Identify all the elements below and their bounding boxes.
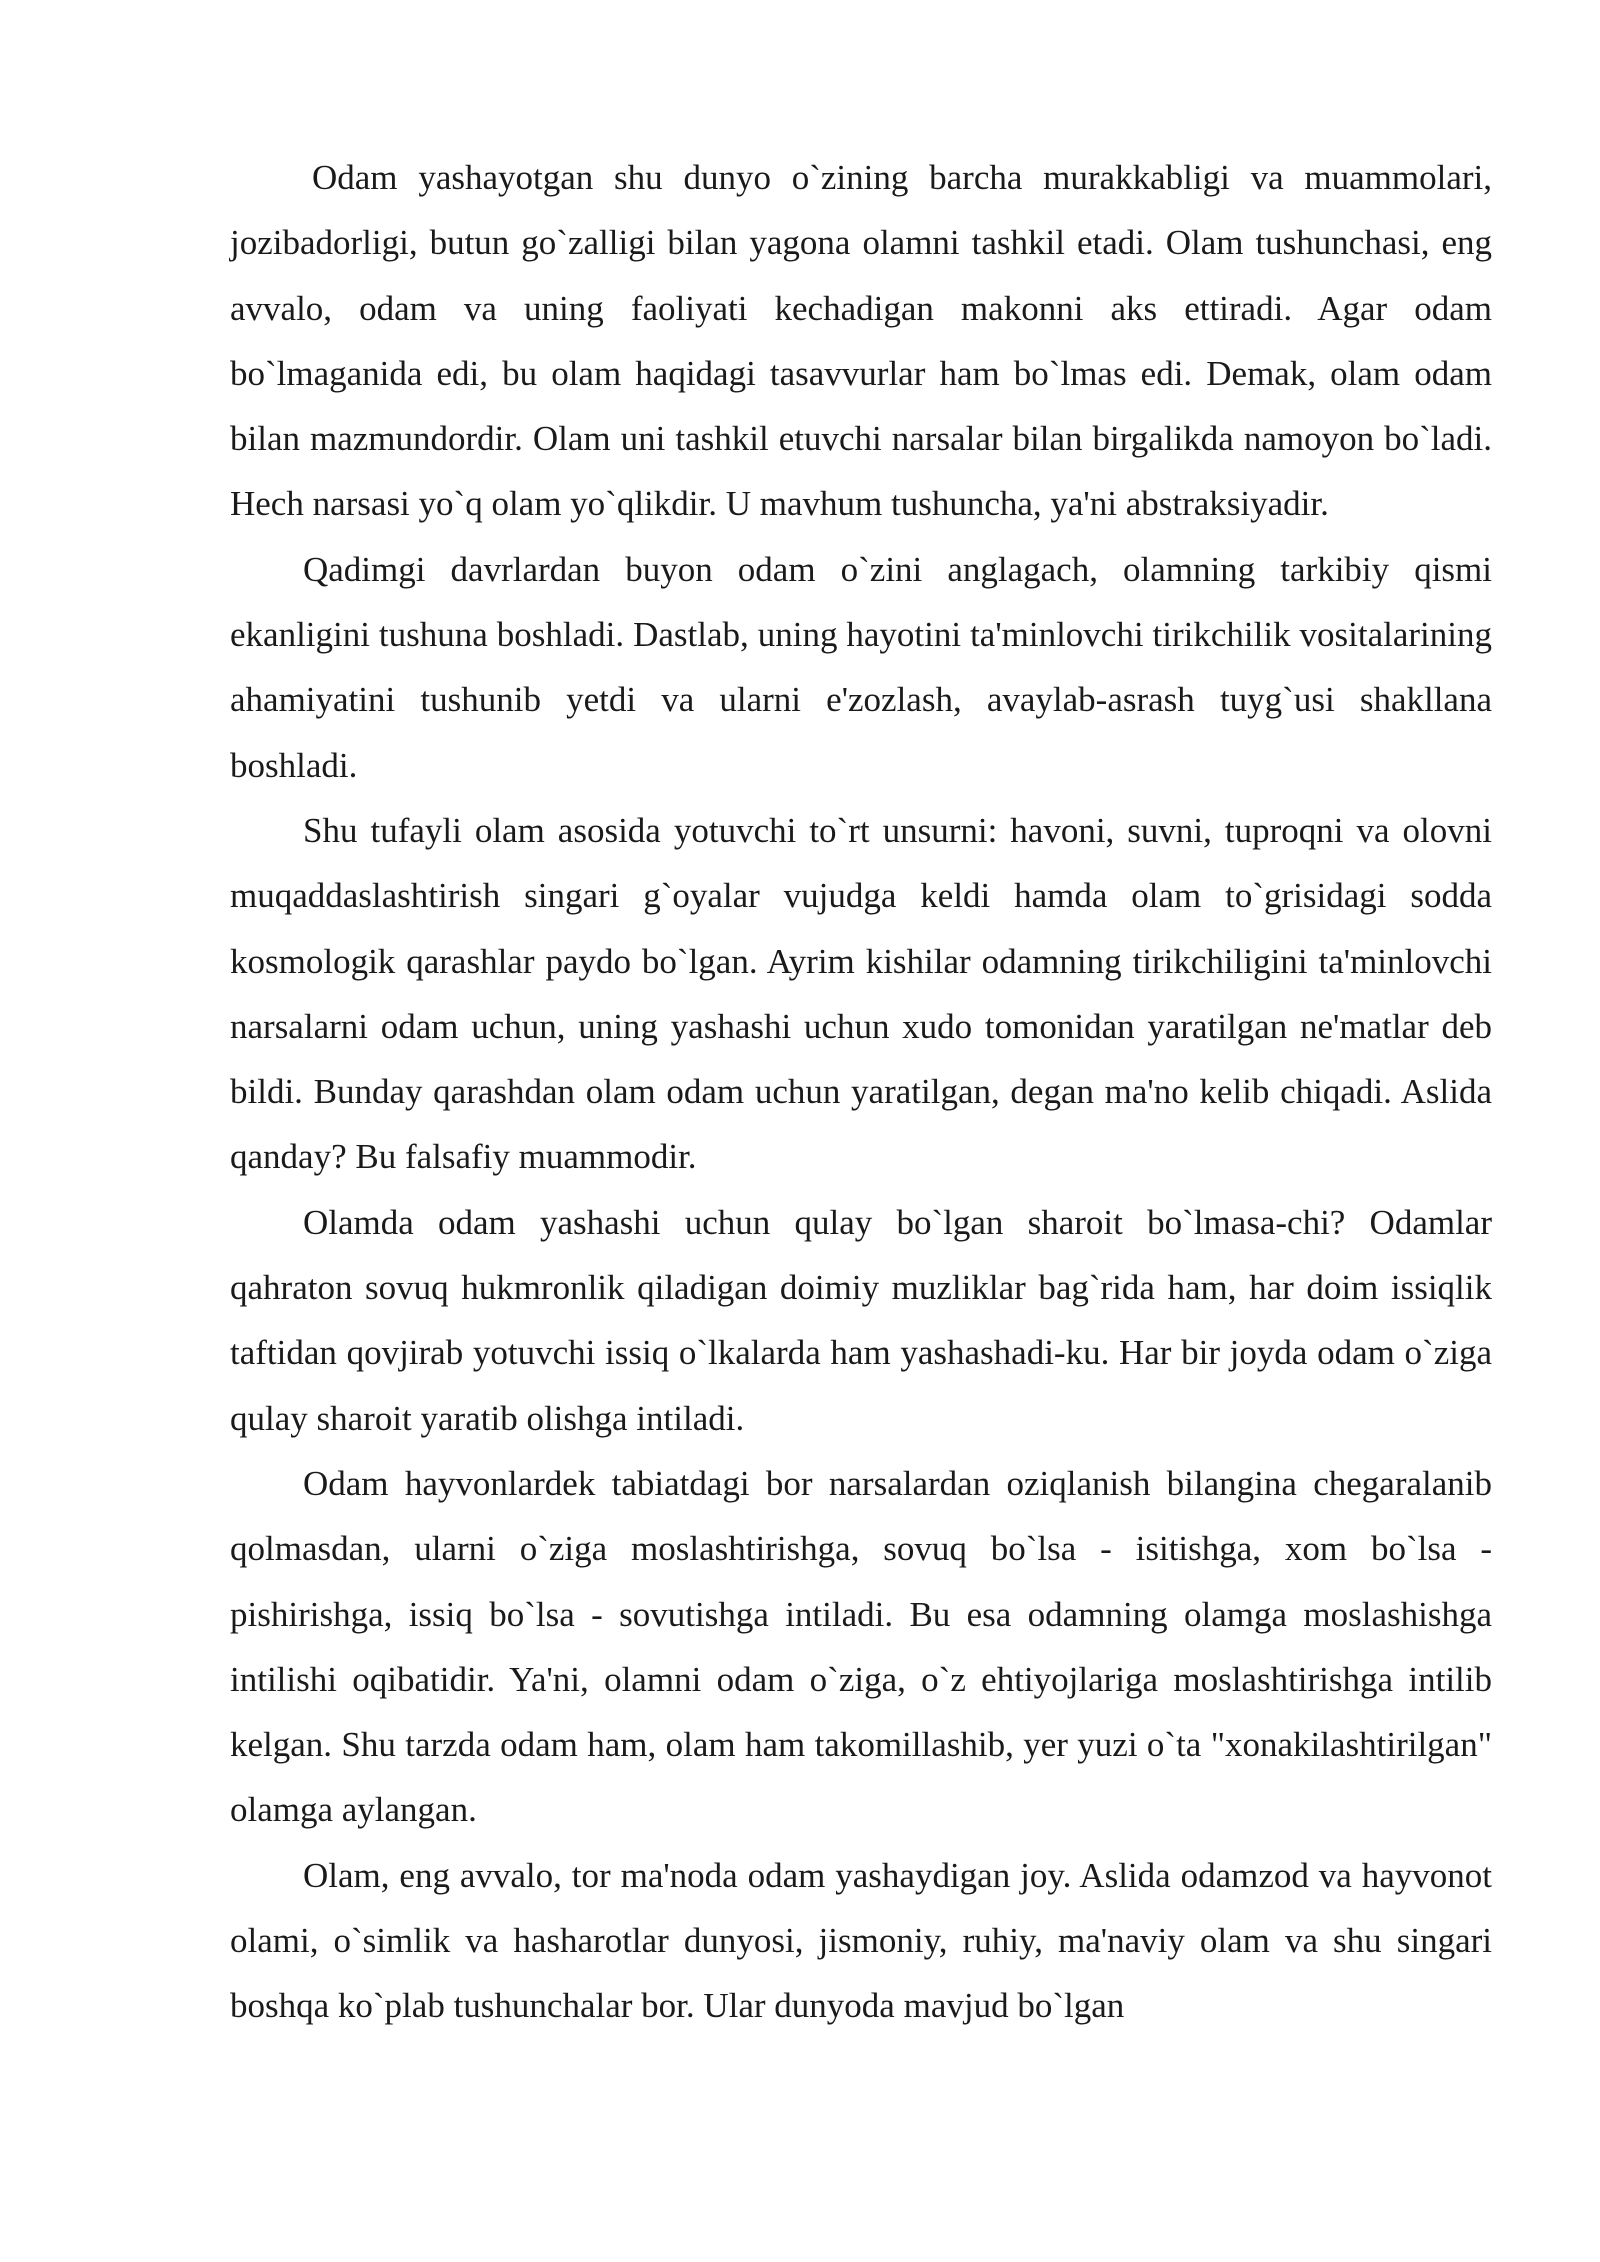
paragraph-4: Olamda odam yashashi uchun qulay bo`lgan sharoit bo`lmasa-chi? Odamlar qahraton sovuq hukmronlik qiladigan doimiy muzliklar bag`rida ham, har doim issiqlik taftidan qovjirab yotuvchi issiq o`lkalarda ham yashashadi-ku. Har bir joyda odam o`ziga qulay sharoit yaratib olishga intiladi. xyxy=(230,1202,1492,1438)
paragraph-3: Shu tufayli olam asosida yotuvchi to`rt unsurni: havoni, suvni, tuproqni va olovni muqaddaslashtirish singari g`oyalar vujudga keldi hamda olam to`grisidagi sodda kosmologik qarashlar paydo bo`lgan. Ayrim kishilar odamning tirikchiligini ta'minlovchi narsalarni odam uchun, uning yashashi uchun xudo tomonidan yaratilgan ne'matlar deb bildi. Bunday qarashdan olam odam uchun yaratilgan, degan ma'no kelib chiqadi. Aslida qanday? Bu falsafiy muammodir. xyxy=(230,810,1492,1177)
document-body xyxy=(230,145,1492,2039)
paragraph-5: Odam hayvonlardek tabiatdagi bor narsalardan oziqlanish bilangina chegaralanib qolmasdan, ularni o`ziga moslashtirishga, sovuq bo`lsa - isitishga, xom bo`lsa - pishirishga, issiq bo`lsa - sovutishga intiladi. Bu esa odamning olamga moslashishga intilishi oqibatidir. Ya'ni, olamni odam o`ziga, o`z ehtiyojlariga moslashtirishga intilib kelgan. Shu tarzda odam ham, olam ham takomillashib, yer yuzi o`ta "xonakilashtirilgan" olamga aylangan. xyxy=(230,1463,1492,1830)
paragraph-2: Qadimgi davrlardan buyon odam o`zini anglagach, olamning tarkibiy qismi ekanligini tushuna boshladi. Dastlab, uning hayotini ta'minlovchi tirikchilik vositalarining ahamiyatini tushunib yetdi va ularni e'zozlash, avaylab-asrash tuyg`usi shakllana boshladi. xyxy=(230,549,1492,785)
paragraph-6: Olam, eng avvalo, tor ma'noda odam yashaydigan joy. Aslida odamzod va hayvonot olami, o`simlik va hasharotlar dunyosi, jismoniy, ruhiy, ma'naviy olam va shu singari boshqa ko`plab tushunchalar bor. Ular dunyoda mavjud bo`lgan xyxy=(230,1855,1492,2026)
paragraph-1: Odam yashayotgan shu dunyo o`zining barcha murakkabligi va muammolari, jozibadorligi, butun go`zalligi bilan yagona olamni tashkil etadi. Olam tushunchasi, eng avvalo, odam va uning faoliyati kechadigan makonni aks ettiradi. Agar odam bo`lmaganida edi, bu olam haqidagi tasavvurlar ham bo`lmas edi. Demak, olam odam bilan mazmundordir. Olam uni tashkil etuvchi narsalar bilan birgalikda namoyon bo`ladi. Hech narsasi yo`q olam yo`qlikdir. U mavhum tushuncha, ya'ni abstraksiyadir. xyxy=(230,158,1492,524)
